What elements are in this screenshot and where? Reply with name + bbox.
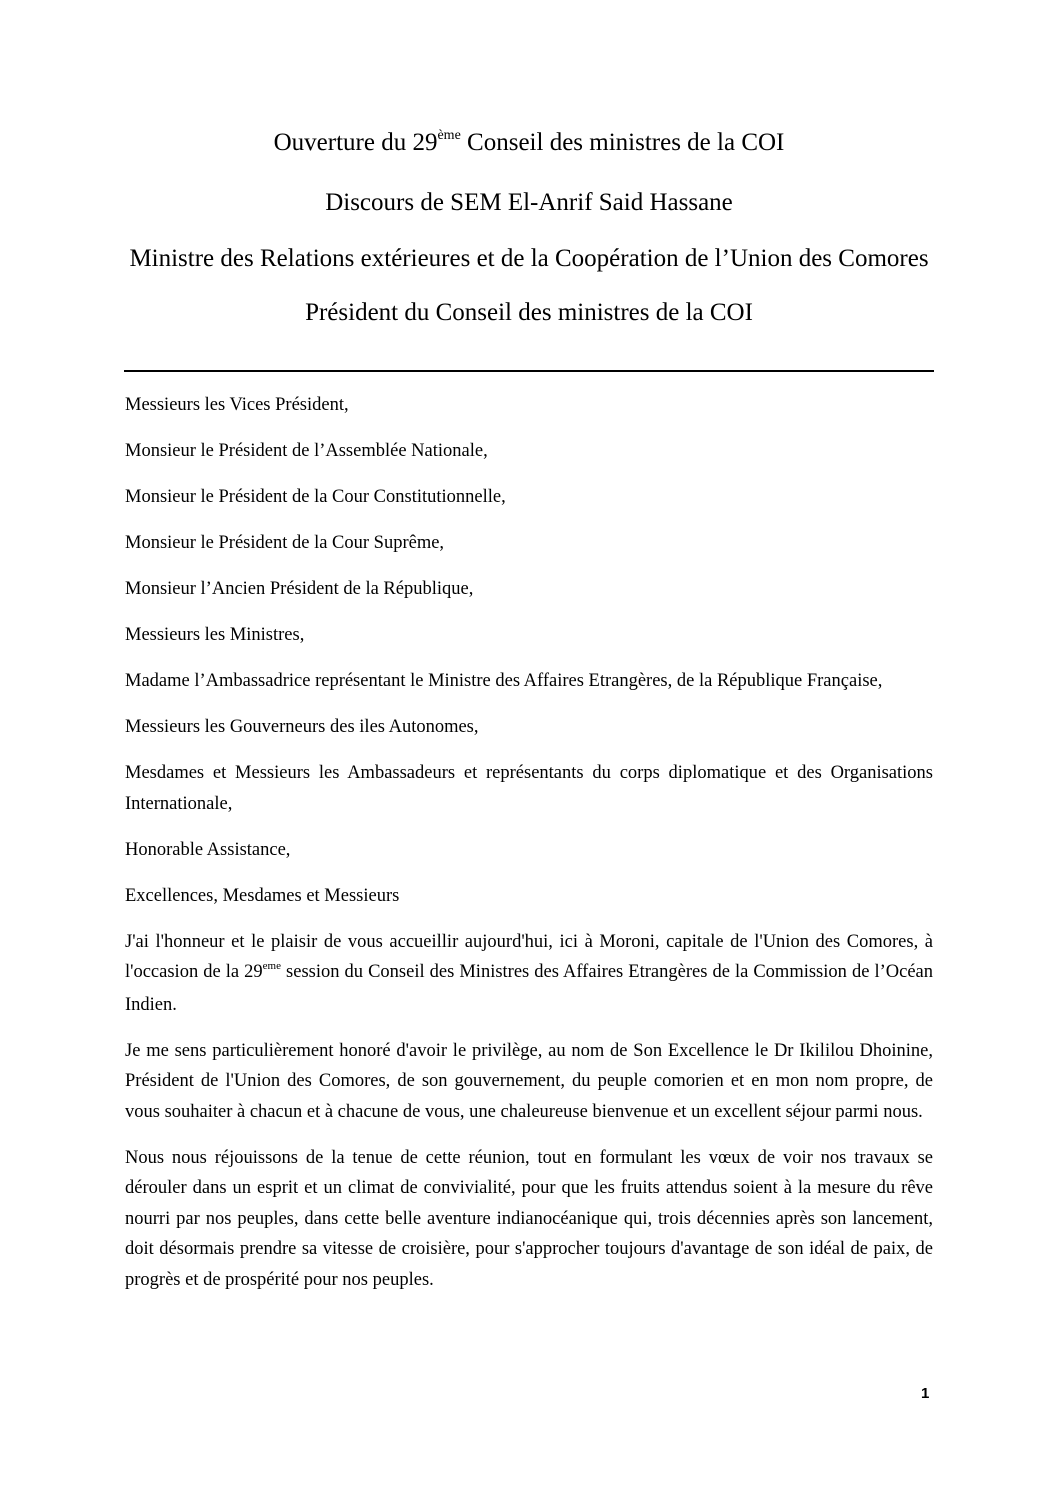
salutation: Monsieur l’Ancien Président de la République, [125,579,474,599]
page-number: 1 [921,1385,930,1402]
salutation: Monsieur le Président de la Cour Constitutionnelle, [125,487,506,507]
title-opening [125,128,933,162]
paragraph-honor: Je me sens particulièrement honoré d'avoir le privilège, au nom de Son Excellence le Dr Ikililou Dhoinine, Président de l'Union des Comores, de son gouvernement, du peuple comorien et en mon nom propre, de vous souhaiter à chacun et à chacune de vous, une chaleureuse bienvenue et un excellent séjour parmi nous. [125,1040,933,1122]
ordinal-superscript: ème [437,128,461,143]
salutation: Messieurs les Vices Président, [125,395,349,415]
paragraph-welcome-text-end: session du Conseil des Ministres des Affaires Etrangères de la Commission de l’Océan Indien. [125,962,933,1015]
title-minister: Ministre des Relations extérieures et de la Coopération de l’Union des Comores [129,245,929,272]
salutation: Messieurs les Gouverneurs des iles Autonomes, [125,717,479,737]
title-opening-text: Ouverture du 29 [273,129,438,156]
title-divider [124,370,934,372]
ordinal-superscript: eme [262,960,281,972]
speech-body [125,390,933,1311]
paragraph-welcome [125,927,933,1021]
paragraph-wishes: Nous nous réjouissons de la tenue de cette réunion, tout en formulant les vœux de voir nos travaux se dérouler dans un esprit et un climat de convivialité, pour que les fruits attendus soient à la mesure du rêve nourri par nos peuples, dans cette belle aventure indianocéanique qui, trois décennies après son lancement, doit désormais prendre sa vitesse de croisière, pour s'approcher toujours d'avantage de son idéal de paix, de progrès et de prospérité pour nos peuples. [125,1147,933,1290]
salutation: Mesdames et Messieurs les Ambassadeurs et représentants du corps diplomatique et des Organisations Internationale, [125,763,933,814]
salutation: Madame l’Ambassadrice représentant le Ministre des Affaires Etrangères, de la République Française, [125,671,883,691]
salutation: Monsieur le Président de la Cour Suprême, [125,533,445,553]
paragraph-welcome-text: J'ai l'honneur et le plaisir de vous accueillir aujourd'hui, ici à Moroni, capitale de l'Union des Comores, à l'occasion de la 29 [125,931,933,982]
title-president: Président du Conseil des ministres de la COI [305,299,753,326]
title-block [125,128,933,328]
salutation: Excellences, Mesdames et Messieurs [125,885,400,906]
title-speech: Discours de SEM El-Anrif Said Hassane [325,189,733,216]
salutation: Messieurs les Ministres, [125,625,305,645]
salutation: Monsieur le Président de l’Assemblée Nationale, [125,441,488,461]
title-opening-text-end: Conseil des ministres de la COI [460,129,785,156]
salutation: Honorable Assistance, [125,839,291,860]
